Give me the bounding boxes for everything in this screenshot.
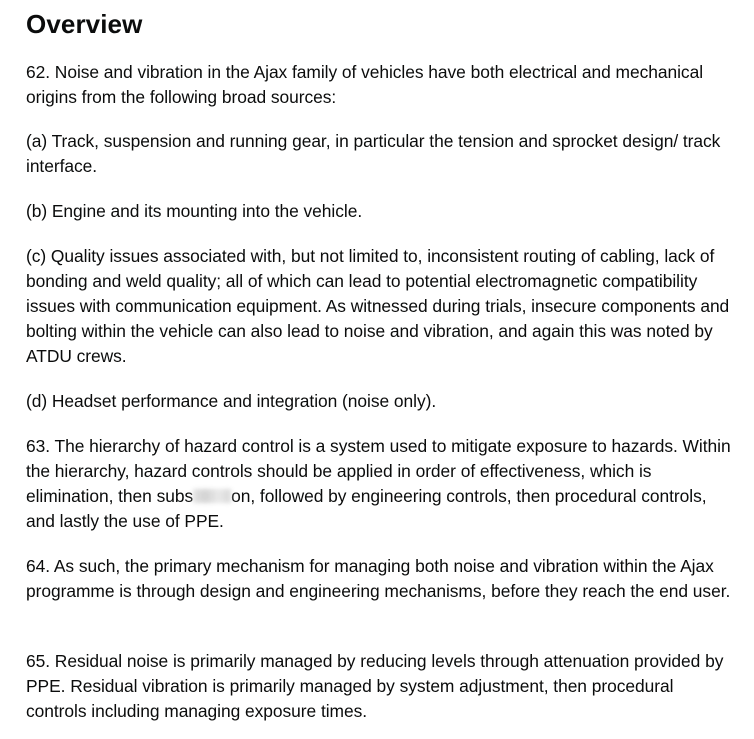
paragraph-64: 64. As such, the primary mechanism for managing both noise and vibration within the Ajax programme is through design and engineering mechanisms, before they reach the end user. — [26, 556, 731, 601]
paragraph-62: 62. Noise and vibration in the Ajax family of vehicles have both electrical and mechanical origins from the following broad sources: — [26, 62, 704, 107]
paragraph-63 — [26, 434, 738, 534]
redacted-text-blur — [193, 489, 231, 503]
paragraph-62a: (a) Track, suspension and running gear, in particular the tension and sprocket design/ track interface. — [26, 131, 721, 176]
page-title: Overview — [26, 9, 143, 39]
paragraph-62d: (d) Headset performance and integration (noise only). — [26, 391, 437, 411]
paragraph-63-end: on, followed by engineering controls, then procedural controls, and lastly the use of PPE. — [26, 486, 707, 531]
paragraph-65: 65. Residual noise is primarily managed by reducing levels through attenuation provided by PPE. Residual vibration is primarily managed by system adjustment, then procedural controls including managing exposure times. — [26, 651, 724, 721]
paragraph-63-start: 63. The hierarchy of hazard control is a system used to mitigate exposure to hazards. Within the hierarchy, hazard controls should be applied in order of effectiveness, which is elimination, then subs — [26, 436, 731, 506]
paragraph-62b: (b) Engine and its mounting into the vehicle. — [26, 201, 363, 221]
paragraph-62c: (c) Quality issues associated with, but not limited to, inconsistent routing of cabling, lack of bonding and weld quality; all of which can lead to potential electromagnetic compatibility issues with communication equipment. As witnessed during trials, insecure components and bolting within the vehicle can also lead to noise and vibration, and again this was noted by ATDU crews. — [26, 246, 730, 366]
